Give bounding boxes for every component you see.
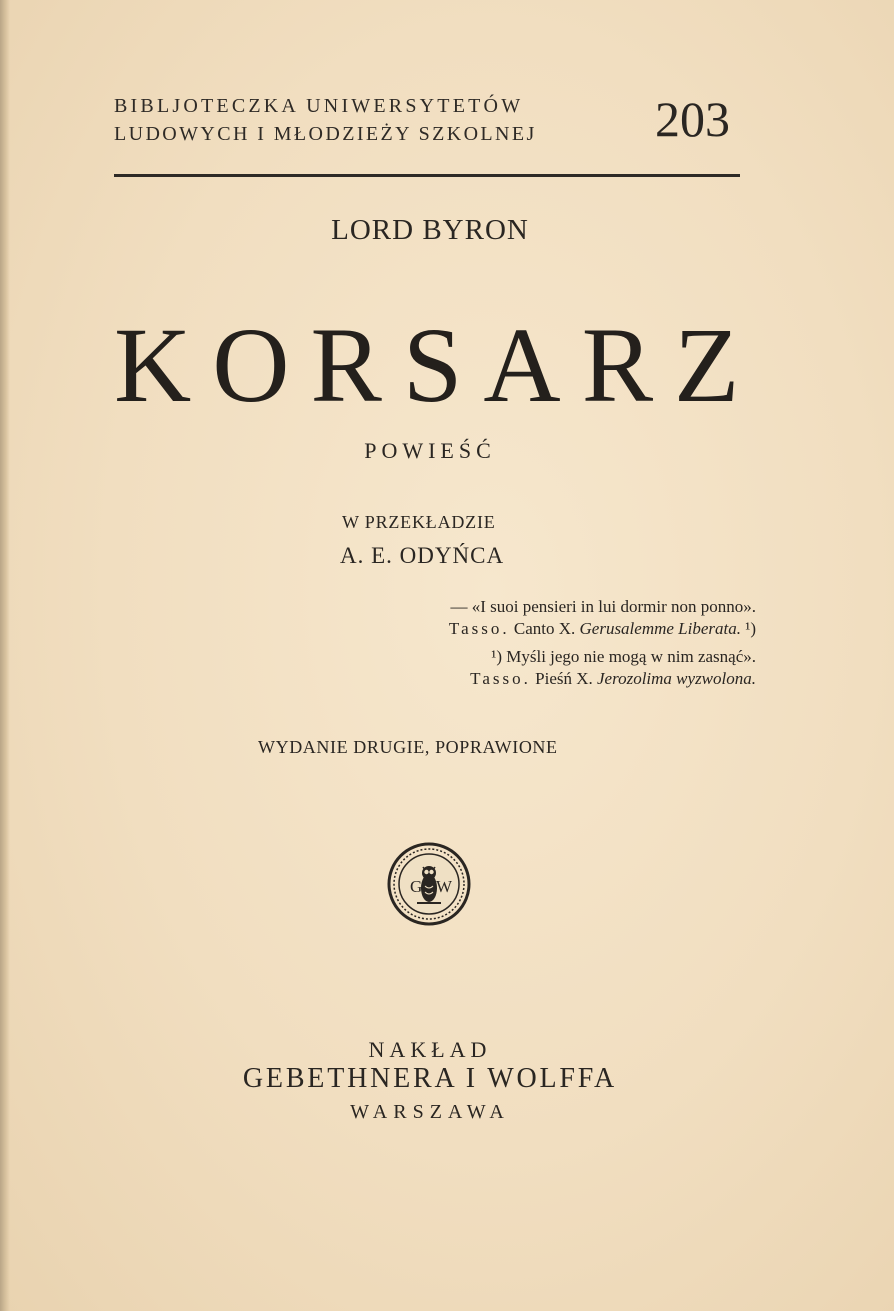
epigraph-source: [286, 618, 756, 640]
series-title-line-2: LUDOWYCH I MŁODZIEŻY SZKOLNEJ: [114, 123, 537, 145]
epigraph-footnote-mark: ¹): [745, 619, 756, 638]
publisher-label: NAKŁAD: [368, 1037, 492, 1062]
translator-name: A. E. ODYŃCA: [340, 543, 505, 568]
epigraph-source-canto: Canto X.: [513, 619, 576, 638]
edition-note: WYDANIE DRUGIE, POPRAWIONE: [258, 737, 558, 757]
owl-emblem-icon: [387, 842, 471, 926]
series-title-line-1: BIBLJOTECZKA UNIWERSYTETÓW: [114, 95, 524, 117]
epigraph-source-author: Tasso.: [448, 619, 510, 638]
author-name: LORD BYRON: [331, 214, 529, 246]
epigraph-translation-mark: ¹): [491, 647, 502, 666]
book-subtitle: POWIEŚĆ: [364, 438, 496, 463]
logo-letter-left: G: [410, 877, 423, 896]
epigraph-translation-work: Jerozolima wyzwolona.: [597, 669, 756, 688]
logo-letter-right: W: [436, 877, 453, 896]
epigraph: [286, 596, 756, 690]
epigraph-translation: [286, 646, 756, 668]
epigraph-quote: — «I suoi pensieri in lui dormir non ponno».: [450, 597, 756, 616]
translation-label: W PRZEKŁADZIE: [342, 512, 496, 532]
epigraph-translation-quote: Myśli jego nie mogą w nim zasnąć».: [506, 647, 756, 666]
header-divider: [114, 174, 740, 177]
publisher-city: WARSZAWA: [350, 1101, 510, 1123]
series-number: 203: [655, 91, 730, 147]
epigraph-translation-canto: Pieśń X.: [535, 669, 593, 688]
book-title: KORSARZ: [114, 307, 761, 425]
epigraph-translation-source: [286, 668, 756, 690]
epigraph-translation-author: Tasso.: [470, 669, 531, 688]
publisher-name: GEBETHNERA I WOLFFA: [242, 1063, 618, 1094]
epigraph-source-work: Gerusalemme Liberata.: [579, 619, 741, 638]
